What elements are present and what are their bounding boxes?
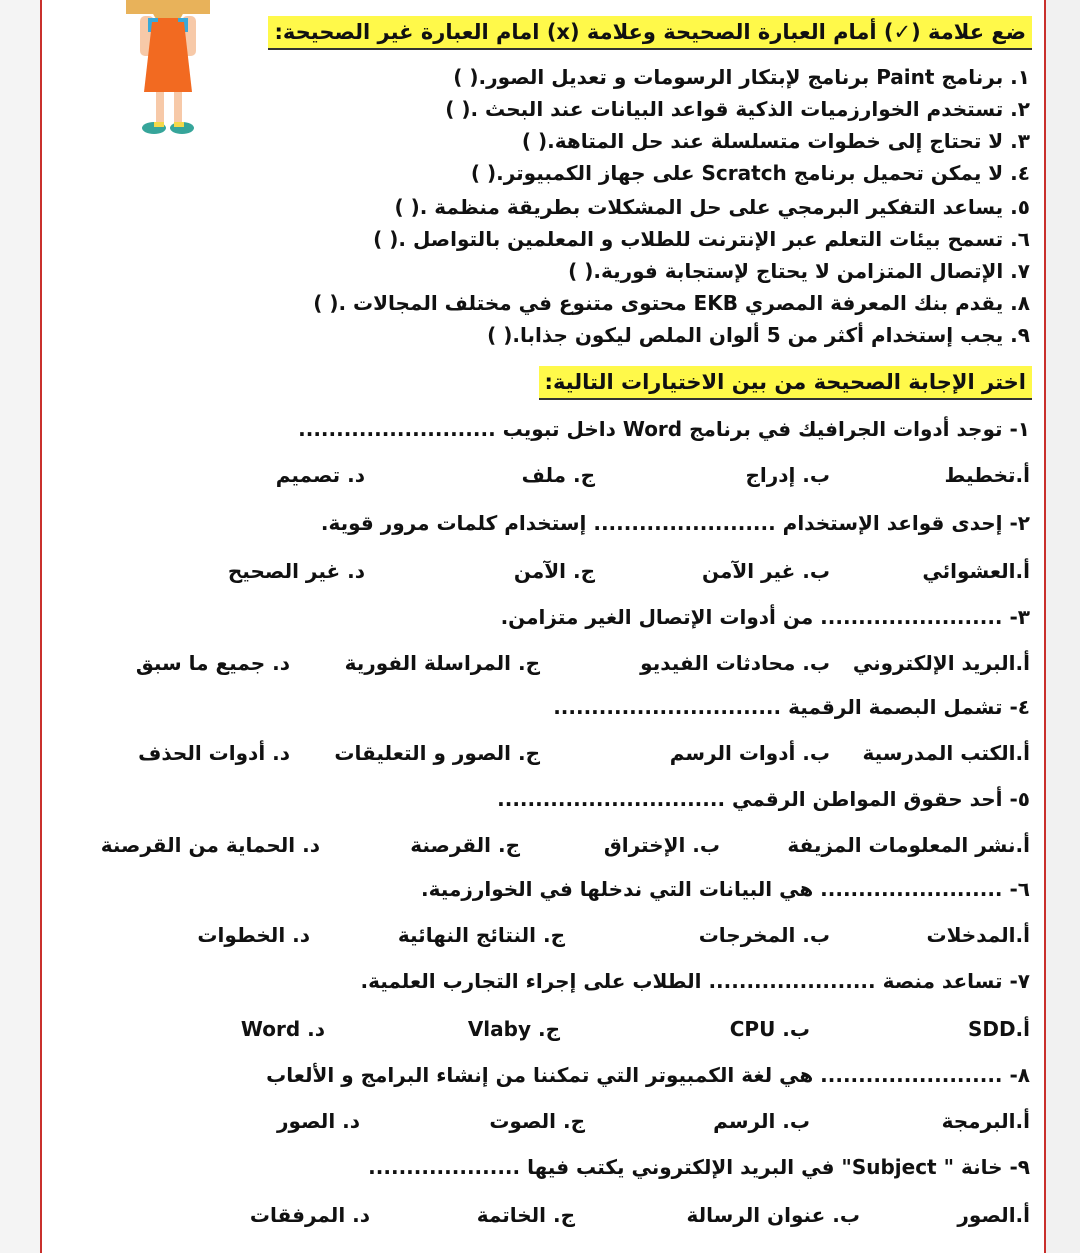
tf-item-text: الإتصال المتزامن لا يحتاج لإستجابة فورية.( ) <box>568 259 1004 283</box>
mcq-option-c: ج. الآمن <box>513 559 595 583</box>
tf-item-num: ٤. <box>1010 161 1030 185</box>
tf-item-6 <box>373 224 1030 254</box>
tf-item-num: ٣. <box>1010 129 1030 153</box>
page-margin-left <box>0 0 40 1253</box>
mcq-option-d: د. الحماية من القرصنة <box>100 833 320 857</box>
tf-item-7 <box>568 256 1030 286</box>
mcq-option-b: ب. عنوان الرسالة <box>686 1203 860 1227</box>
mcq-question-9: ٩- خانة " Subject" في البريد الإلكتروني يكتب فيها .................... <box>368 1155 1030 1179</box>
mcq-option-b: ب. محادثات الفيديو <box>640 651 830 675</box>
mcq-question-6: ٦- ........................ هي البيانات التي ندخلها في الخوارزمية. <box>421 877 1030 901</box>
mcq-option-a: أ.العشوائي <box>922 559 1030 583</box>
tf-item-8 <box>313 288 1030 318</box>
mcq-option-c: ج. ملف <box>521 463 595 487</box>
mcq-option-d: د. المرفقات <box>249 1203 370 1227</box>
mcq-option-d: د. Word <box>240 1017 325 1041</box>
tf-item-num: ١. <box>1010 65 1030 89</box>
mcq-option-a: أ.تخطيط <box>944 463 1030 487</box>
mcq-option-b: ب. المخرجات <box>698 923 830 947</box>
mcq-option-b: ب. الإختراق <box>603 833 720 857</box>
mcq-question-8: ٨- ........................ هي لغة الكمبيوتر التي تمكننا من إنشاء البرامج و الألعاب <box>266 1063 1030 1087</box>
page-border-right <box>1044 0 1046 1253</box>
mcq-option-a: أ.المدخلات <box>926 923 1030 947</box>
mcq-option-d: د. غير الصحيح <box>227 559 365 583</box>
mcq-option-c: ج. الخاتمة <box>476 1203 575 1227</box>
mcq-option-b: ب. CPU <box>729 1017 810 1041</box>
tf-item-4 <box>471 158 1030 188</box>
mcq-option-a: أ.نشر المعلومات المزيفة <box>787 833 1030 857</box>
page-border-left <box>40 0 42 1253</box>
tf-item-num: ٢. <box>1010 97 1030 121</box>
mcq-option-b: ب. الرسم <box>713 1109 810 1133</box>
tf-item-text: يجب إستخدام أكثر من 5 ألوان الملص ليكون جذابا.( ) <box>487 323 1004 347</box>
tf-item-text: يقدم بنك المعرفة المصري EKB محتوى متنوع في مختلف المجالات .( ) <box>313 291 1004 315</box>
mcq-option-d: د. الصور <box>277 1109 360 1133</box>
tf-item-5 <box>395 192 1031 222</box>
mcq-question-7: ٧- تساعد منصة ...................... الطلاب على إجراء التجارب العلمية. <box>360 969 1030 993</box>
section2-heading: اختر الإجابة الصحيحة من بين الاختيارات التالية: <box>539 366 1032 400</box>
mcq-option-d: د. الخطوات <box>197 923 310 947</box>
tf-item-text: يساعد التفكير البرمجي على حل المشكلات بطريقة منظمة .( ) <box>394 195 1004 219</box>
mcq-question-3: ٣- ........................ من أدوات الإتصال الغير متزامن. <box>500 605 1030 629</box>
mcq-option-c: ج. الصوت <box>489 1109 585 1133</box>
tf-item-num: ٥. <box>1010 195 1030 219</box>
tf-item-text: تسمح بيئات التعلم عبر الإنترنت للطلاب و المعلمين بالتواصل .( ) <box>373 227 1004 251</box>
mcq-question-5: ٥- أحد حقوق المواطن الرقمي .............................. <box>497 787 1030 811</box>
mcq-option-c: ج. القرصنة <box>410 833 520 857</box>
mcq-option-d: د. أدوات الحذف <box>138 741 290 765</box>
mcq-option-a: أ.الكتب المدرسية <box>862 741 1030 765</box>
mcq-option-c: ج. Vlaby <box>467 1017 560 1041</box>
girl-illustration-icon <box>118 0 218 140</box>
tf-item-text: برنامج Paint برنامج لإبتكار الرسومات و تعديل الصور.( ) <box>453 65 1004 89</box>
tf-item-num: ٧. <box>1010 259 1030 283</box>
mcq-question-4: ٤- تشمل البصمة الرقمية .............................. <box>553 695 1030 719</box>
tf-item-2 <box>445 94 1030 124</box>
mcq-option-c: ج. المراسلة الفورية <box>344 651 540 675</box>
tf-item-num: ٦. <box>1010 227 1030 251</box>
mcq-option-c: ج. النتائج النهائية <box>397 923 565 947</box>
mcq-option-a: أ.SDD <box>967 1017 1030 1041</box>
mcq-option-b: ب. أدوات الرسم <box>669 741 830 765</box>
tf-item-text: لا تحتاج إلى خطوات متسلسلة عند حل المتاهة.( ) <box>521 129 1004 153</box>
tf-item-text: لا يمكن تحميل برنامج Scratch على جهاز الكمبيوتر.( ) <box>470 161 1004 185</box>
mcq-option-a: أ.البرمجة <box>941 1109 1030 1133</box>
mcq-question-1: ١- توجد أدوات الجرافيك في برنامج Word داخل تبويب .......................... <box>298 417 1030 441</box>
mcq-option-b: ب. غير الآمن <box>701 559 830 583</box>
mcq-option-c: ج. الصور و التعليقات <box>334 741 540 765</box>
tf-item-num: ٩. <box>1010 323 1030 347</box>
tf-item-text: تستخدم الخوارزميات الذكية قواعد البيانات عند البحث .( ) <box>445 97 1004 121</box>
mcq-option-d: د. جميع ما سبق <box>135 651 290 675</box>
page-margin-right <box>1046 0 1080 1253</box>
tf-item-3 <box>522 126 1030 156</box>
tf-item-num: ٨. <box>1010 291 1030 315</box>
mcq-option-d: د. تصميم <box>275 463 365 487</box>
mcq-option-a: أ.البريد الإلكتروني <box>852 651 1030 675</box>
mcq-option-a: أ.الصور <box>957 1203 1030 1227</box>
mcq-option-b: ب. إدراج <box>745 463 830 487</box>
tf-item-9 <box>487 320 1030 350</box>
section1-heading: ضع علامة (✓) أمام العبارة الصحيحة وعلامة (x) امام العبارة غير الصحيحة: <box>268 16 1032 50</box>
tf-item-1 <box>453 62 1030 92</box>
mcq-question-2: ٢- إحدى قواعد الإستخدام ........................ إستخدام كلمات مرور قوية. <box>320 511 1030 535</box>
